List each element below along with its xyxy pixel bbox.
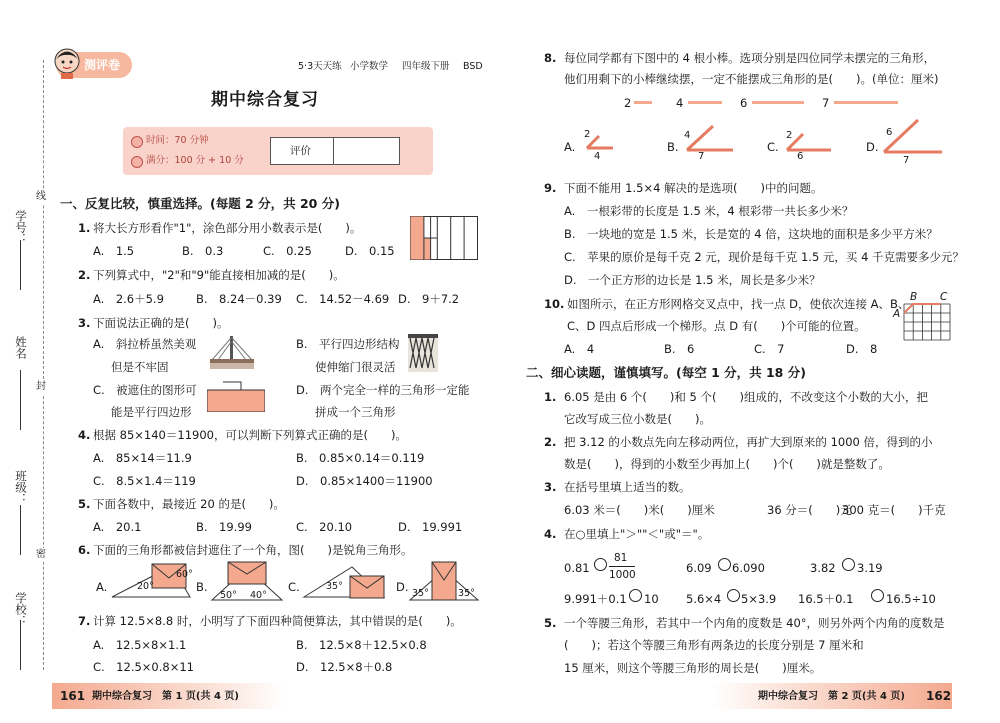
f4-circle-3[interactable] [842, 558, 855, 571]
q3-text: 下面说法正确的是( )。 [93, 316, 229, 330]
q1-shaded-rectangle [410, 216, 478, 260]
time-limit: 时间：70 分钟 [146, 135, 209, 146]
section-2-heading: 二、细心读题，谨慎填写。(每空 1 分，共 18 分) [526, 365, 806, 380]
q6-angle-b1: 50° [220, 590, 237, 601]
right-page-number: 162 [926, 689, 952, 703]
q8-stick-4: 4 [676, 96, 684, 110]
q8-c-num1: 2 [786, 130, 793, 141]
f4-r1-e: 3.19 [857, 561, 883, 575]
q8-figure-b [683, 120, 737, 160]
header-series: 5·3天天练 [298, 61, 342, 72]
q1-number: 1. [78, 221, 91, 235]
q4-option-a[interactable]: A. 85×14＝11.9 [93, 451, 192, 465]
q9-option-b[interactable]: B. 一块地的宽是 1.5 米，长是宽的 4 倍，这块地的面积是多少平方米？ [564, 227, 938, 241]
f3-item-2[interactable]: 36 分＝( )元 [767, 503, 852, 517]
q3-option-b-line2: 使伸缩门很灵活 [315, 360, 396, 374]
q4-option-b[interactable]: B. 0.85×0.14＝0.119 [296, 451, 425, 465]
q10-option-b[interactable]: B. 6 [664, 342, 695, 356]
q4-number: 4. [78, 428, 91, 442]
q3-option-d-line2: 拼成一个三角形 [315, 405, 396, 419]
q8-option-b[interactable]: B. [667, 140, 679, 154]
q6-triangle-c [302, 562, 387, 600]
q6-label-c[interactable]: C. [288, 580, 300, 594]
q8-a-num2: 4 [594, 151, 601, 162]
q8-line2: 他们用剩下的小棒继续摆，一定不能摆成三角形的是( )。(单位：厘米) [564, 72, 939, 86]
q9-option-d[interactable]: D. 一个正方形的边长是 1.5 米，周长是多少米？ [564, 273, 821, 287]
page-title: 期中综合复习 [211, 90, 319, 110]
f4-circle-1[interactable] [594, 558, 607, 571]
q3-option-b-line1[interactable]: B. 平行四边形结构 [296, 337, 400, 351]
q8-number: 8. [544, 51, 557, 65]
q3-option-a-line1[interactable]: A. 斜拉桥虽然美观 [93, 337, 197, 351]
f5-line1: 一个等腰三角形，若其中一个内角的度数是 40°，则另外两个内角的度数是 [564, 616, 945, 630]
f2-line1: 把 3.12 的小数点先向左移动两位，再扩大到原来的 1000 倍，得到的小 [564, 435, 933, 449]
q8-a-num1: 2 [584, 129, 591, 140]
f4-circle-4[interactable] [629, 589, 642, 602]
q10-number: 10. [544, 297, 565, 311]
q9-number: 9. [544, 181, 557, 195]
clock-icon [131, 136, 143, 148]
q10-point-b: B [910, 291, 918, 303]
q3-number: 3. [78, 316, 91, 330]
q10-line2: C、D 四点后形成一个梯形。点 D 有( )个可能的位置。 [567, 319, 866, 333]
q1-option-d[interactable]: D. 0.15 [345, 244, 395, 258]
q10-grid [902, 302, 952, 342]
q7-option-b[interactable]: B. 12.5×8＋12.5×0.8 [296, 638, 427, 652]
f4-frac-num: 81 [614, 552, 628, 564]
q6-label-a[interactable]: A. [96, 580, 108, 594]
margin-school-label: 学校： [14, 592, 28, 627]
q9-option-c[interactable]: C. 苹果的原价是每千克 2 元，现价是每千克 1.5 元，买 4 千克需要多少元？ [564, 250, 965, 264]
q8-option-d[interactable]: D. [866, 140, 879, 154]
binding-line [43, 60, 44, 670]
q2-number: 2. [78, 268, 91, 282]
q5-option-d[interactable]: D. 19.991 [398, 520, 463, 534]
q8-c-num2: 6 [797, 151, 804, 162]
q2-option-b[interactable]: B. 8.24－0.39 [196, 292, 282, 306]
q8-b-num2: 7 [698, 151, 705, 162]
q5-option-b[interactable]: B. 19.99 [196, 520, 252, 534]
f5-line2: ( )；若这个等腰三角形有两条边的长度分别是 7 厘米和 [564, 638, 864, 652]
school-blank[interactable] [20, 620, 21, 670]
f4-r2-f: 16.5÷10 [886, 592, 936, 606]
f4-circle-6[interactable] [871, 589, 884, 602]
q4-option-d[interactable]: D. 0.85×1400＝11900 [296, 474, 433, 488]
f4-circle-5[interactable] [727, 589, 740, 602]
f4-r1-c: 6.090 [732, 561, 765, 575]
q6-angle-d1: 35° [412, 588, 429, 599]
margin-seal-feng: 封 [36, 381, 46, 392]
q3-option-c-line2: 能是平行四边形 [111, 405, 192, 419]
f4-frac-den: 1000 [609, 569, 636, 581]
f1-line1: 6.05 是由 6 个( )和 5 个( )组成的，不改变这个小数的大小，把 [564, 390, 928, 404]
q6-angle-c1: 35° [326, 581, 343, 592]
q10-point-c: C [940, 291, 948, 303]
q8-d-num2: 7 [903, 155, 910, 166]
q7-option-d[interactable]: D. 12.5×8＋0.8 [296, 660, 393, 674]
left-page-number: 161 [60, 689, 86, 703]
header-subject: 小学数学 [350, 61, 389, 72]
hidden-shape-image [207, 380, 265, 412]
q6-angle-d2: 35° [458, 588, 475, 599]
q6-angle-a2: 60° [176, 569, 193, 580]
q8-sticks [620, 94, 950, 110]
eval-label: 评价 [290, 145, 311, 157]
q4-option-c[interactable]: C. 8.5×1.4＝119 [93, 474, 196, 488]
q7-option-c[interactable]: C. 12.5×0.8×11 [93, 660, 194, 674]
q8-stick-7: 7 [822, 96, 830, 110]
q6-number: 6. [78, 543, 91, 557]
f4-r2-b: 10 [644, 592, 659, 606]
cable-bridge-image [210, 334, 254, 370]
f3-text: 在括号里填上适当的数。 [564, 480, 691, 494]
f4-r2-a: 9.991＋0.1 [564, 592, 627, 606]
f4-r2-c: 5.6×4 [686, 592, 722, 606]
q6-text: 下面的三角形都被信封遮住了一个角，图( )是锐角三角形。 [93, 543, 413, 557]
q5-number: 5. [78, 497, 91, 511]
q7-number: 7. [78, 614, 91, 628]
f4-r2-d: 5×3.9 [741, 592, 777, 606]
q6-angle-a1: 20° [137, 581, 154, 592]
q5-option-a[interactable]: A. 20.1 [93, 520, 142, 534]
f3-item-1[interactable]: 6.03 米＝( )米( )厘米 [564, 503, 715, 517]
q10-point-a: A [893, 308, 901, 320]
q6-angle-b2: 40° [250, 590, 267, 601]
left-footer-text: 期中综合复习 第 1 页(共 4 页) [92, 691, 239, 702]
q2-option-c[interactable]: C. 14.52－4.69 [296, 292, 390, 306]
f1-number: 1. [544, 390, 557, 404]
q7-option-a[interactable]: A. 12.5×8×1.1 [93, 638, 187, 652]
q3-option-c-line1[interactable]: C. 被遮住的图形可 [93, 383, 197, 397]
eval-divider [333, 137, 334, 165]
class-blank[interactable] [20, 505, 21, 555]
q8-stick-2: 2 [624, 96, 632, 110]
q9-option-a[interactable]: A. 一根彩带的长度是 1.5 米，4 根彩带一共长多少米？ [564, 204, 854, 218]
f2-number: 2. [544, 435, 557, 449]
f4-r2-e: 16.5＋0.1 [798, 592, 854, 606]
q10-option-a[interactable]: A. 4 [564, 342, 595, 356]
folding-gate-image [408, 334, 438, 372]
name-blank[interactable] [20, 370, 21, 430]
q3-option-d-line1[interactable]: D. 两个完全一样的三角形一定能 [296, 383, 470, 397]
f3-number: 3. [544, 480, 557, 494]
q8-stick-6: 6 [740, 96, 748, 110]
q10-option-c[interactable]: C. 7 [754, 342, 785, 356]
q8-line1: 每位同学都有下图中的 4 根小棒。选项分别是四位同学未摆完的三角形， [564, 51, 936, 65]
q8-option-c[interactable]: C. [767, 140, 779, 154]
f4-r1-b: 6.09 [686, 561, 712, 575]
f5-line3: 15 厘米，则这个等腰三角形的周长是( )厘米。 [564, 661, 822, 675]
q6-label-b[interactable]: B. [196, 580, 208, 594]
full-score: 满分：100 分 + 10 分 [146, 155, 244, 166]
f3-item-3[interactable]: 300 克＝( )千克 [842, 503, 946, 517]
q1-option-b[interactable]: B. 0.3 [182, 244, 224, 258]
id-blank[interactable] [20, 240, 21, 290]
header-edition: BSD [463, 61, 483, 72]
q10-line1: 如图所示，在正方形网格交叉点中，找一点 D，使依次连接 A、B、 [567, 297, 910, 311]
right-footer-text: 期中综合复习 第 2 页(共 4 页) [758, 691, 905, 702]
q8-d-num1: 6 [886, 127, 893, 138]
f1-line2: 它改写成三位小数是( )。 [564, 412, 711, 426]
margin-seal-line: 线 [36, 191, 46, 202]
f5-number: 5. [544, 616, 557, 630]
section-1-heading: 一、反复比较，慎重选择。(每题 2 分，共 20 分) [60, 196, 340, 211]
q9-text: 下面不能用 1.5×4 解决的是选项( )中的问题。 [564, 181, 823, 195]
header-grade: 四年级下册 [402, 61, 450, 72]
q2-text: 下列算式中，"2"和"9"能直接相加减的是( )。 [93, 268, 345, 282]
q5-option-c[interactable]: C. 20.10 [296, 520, 353, 534]
q1-option-c[interactable]: C. 0.25 [263, 244, 312, 258]
f4-number: 4. [544, 527, 557, 541]
q10-option-d[interactable]: D. 8 [846, 342, 878, 356]
q3-option-a-line2: 但是不牢固 [111, 360, 169, 374]
q1-text: 将大长方形看作"1"，涂色部分用小数表示是( )。 [93, 221, 362, 235]
score-icon [131, 156, 143, 168]
margin-id-label: 学号： [14, 210, 28, 245]
f4-text: 在○里填上"＞""＜"或"＝"。 [564, 527, 710, 541]
q8-option-a[interactable]: A. [564, 140, 576, 154]
q2-option-a[interactable]: A. 2.6＋5.9 [93, 292, 164, 306]
f4-r1-a: 0.81 [564, 561, 590, 575]
margin-seal-mi: 密 [36, 549, 46, 560]
f4-circle-2[interactable] [718, 558, 731, 571]
q2-option-d[interactable]: D. 9＋7.2 [398, 292, 460, 306]
f4-r1-d: 3.82 [810, 561, 836, 575]
f4-frac-line [609, 566, 635, 567]
badge-label: 测评卷 [84, 58, 121, 72]
q8-b-num1: 4 [684, 130, 691, 141]
q5-text: 下面各数中，最接近 20 的是( )。 [93, 497, 285, 511]
q4-text: 根据 85×140＝11900，可以判断下列算式正确的是( )。 [93, 428, 407, 442]
mascot-icon [52, 46, 82, 80]
f2-line2: 数是( )，得到的小数至少再加上( )个( )就是整数了。 [564, 457, 890, 471]
q1-option-a[interactable]: A. 1.5 [93, 244, 135, 258]
margin-name-label: 姓名 [14, 336, 28, 359]
q7-text: 计算 12.5×8.8 时，小明写了下面四种简便算法，其中错误的是( )。 [93, 614, 462, 628]
margin-class-label: 班级： [14, 470, 28, 505]
q6-label-d[interactable]: D. [396, 580, 409, 594]
